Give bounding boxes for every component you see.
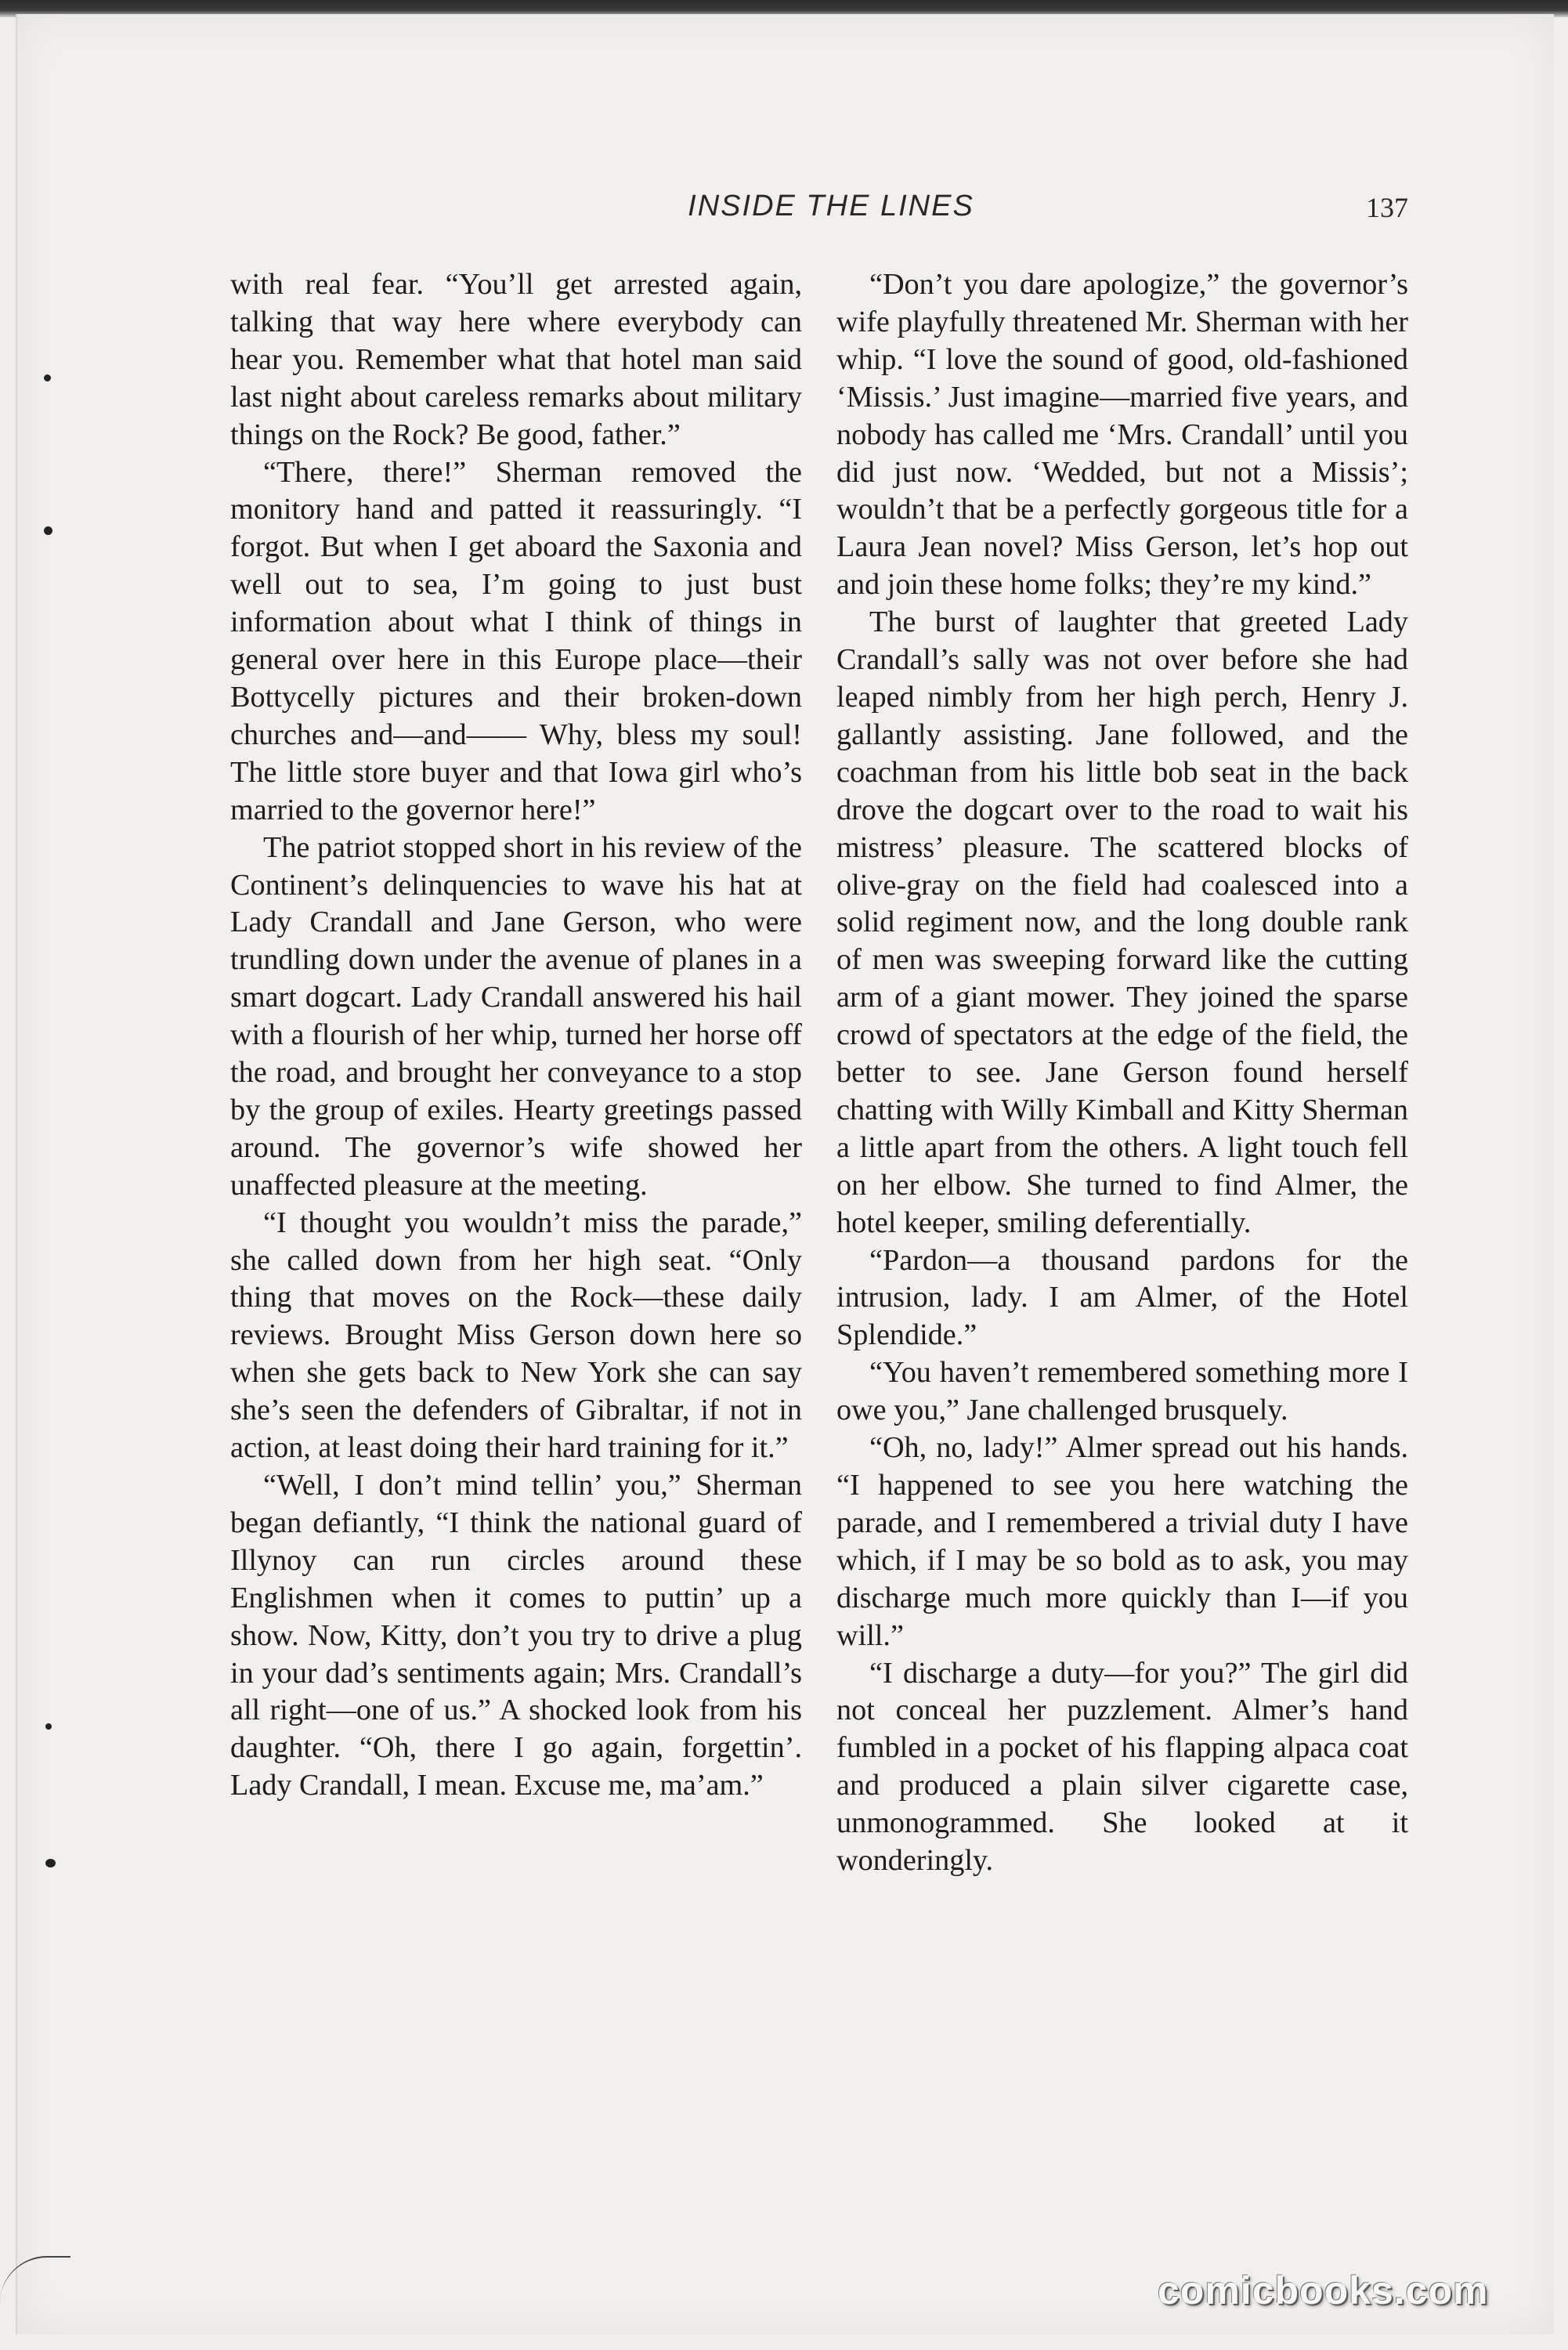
right-column [836, 266, 1408, 1880]
running-title: INSIDE THE LINES [688, 190, 974, 222]
speck [44, 526, 52, 535]
paragraph: The burst of laughter that greeted Lady Crandall’s sally was not over before she had leaped nimbly from her high perch, Henry J. gallantly assisting. Jane followed, and the coachman from his little bob seat in the back drove the dogcart over to the road to wait his mistress’ pleasure. The scattered blocks of olive-gray on the field had coalesced into a solid regiment now, and the long double rank of men was sweeping forward like the cutting arm of a giant mower. They joined the sparse crowd of spectators at the edge of the field, the better to see. Jane Gerson found herself chatting with Willy Kimball and Kitty Sherman a little apart from the others. A light touch fell on her elbow. She turned to find Almer, the hotel keeper, smiling deferentially. [836, 606, 1408, 1239]
paragraph: “Well, I don’t mind tellin’ you,” Sherman began defiantly, “I think the national guard of Illynoy can run circles around these Englishmen when it comes to puttin’ up a show. Now, Kitty, don’t you try to drive a plug in your dad’s sentiments again; Mrs. Crandall’s all right—one of us.” A shocked look from his daughter. “Oh, there I go again, forgettin’. Lady Crandall, I mean. Excuse me, ma’am.” [230, 1469, 802, 1802]
paragraph: “I discharge a duty—for you?” The girl did not conceal her puzzlement. Almer’s hand fumbled in a pocket of his flapping alpaca coat and produced a plain silver cigarette case, unmonogrammed. She looked at it wonderingly. [836, 1656, 1408, 1878]
paragraph: “You haven’t remembered something more I owe you,” Jane challenged brusquely. [836, 1356, 1408, 1427]
page-crease [0, 2256, 70, 2328]
speck [45, 1723, 52, 1730]
paragraph: “Pardon—a thousand pardons for the intrusion, lady. I am Almer, of the Hotel Splendide.” [836, 1243, 1408, 1352]
watermark: comicbooks.com [1158, 2269, 1489, 2312]
page-number: 137 [1366, 192, 1408, 223]
paragraph: with real fear. “You’ll get arrested again, talking that way here where everybody can hear you. Remember what that hotel man said last night about careless remarks about military things on the Rock? Be good, father.” [230, 268, 802, 451]
speck [45, 1859, 56, 1867]
speck [44, 374, 51, 381]
paragraph: The patriot stopped short in his review of the Continent’s delinquencies to wave his hat at Lady Crandall and Jane Gerson, who were trundling down under the avenue of planes in a smart dogcart. Lady Crandall answered his hail with a flourish of her whip, turned her horse off the road, and brought her conveyance to a stop by the group of exiles. Hearty greetings passed around. The governor’s wife showed her unaffected pleasure at the meeting. [230, 830, 802, 1202]
paragraph: “There, there!” Sherman removed the monitory hand and patted it reassuringly. “I forgot. But when I get aboard the Saxonia and well out to sea, I’m going to just bust information about what I think of things in general over here in this Europe place—their Bottycelly pictures and their broken-down churches and—and—— Why, bless my soul! The little store buyer and that Iowa girl who’s married to the governor here!” [230, 455, 802, 826]
paragraph: “I thought you wouldn’t miss the parade,” she called down from her high seat. “Only thing that moves on the Rock—these daily reviews. Brought Miss Gerson down here so when she gets back to New York she can say she’s seen the defenders of Gibraltar, if not in action, at least doing their hard training for it.” [230, 1206, 802, 1465]
paragraph: “Don’t you dare apologize,” the governor’s wife playfully threatened Mr. Sherman with her whip. “I love the sound of good, old-fashioned ‘Missis.’ Just imagine—married five years, and nobody has called me ‘Mrs. Crandall’ until you did just now. ‘Wedded, but not a Missis’; wouldn’t that be a perfectly gorgeous title for a Laura Jean novel? Miss Gerson, let’s hop out and join these home folks; they’re my kind.” [836, 268, 1408, 602]
left-column [230, 266, 802, 1805]
paragraph: “Oh, no, lady!” Almer spread out his hands. “I happened to see you here watching the parade, and I remembered a trivial duty I have which, if I may be so bold as to ask, you may discharge much more quickly than I—if you will.” [836, 1431, 1408, 1652]
